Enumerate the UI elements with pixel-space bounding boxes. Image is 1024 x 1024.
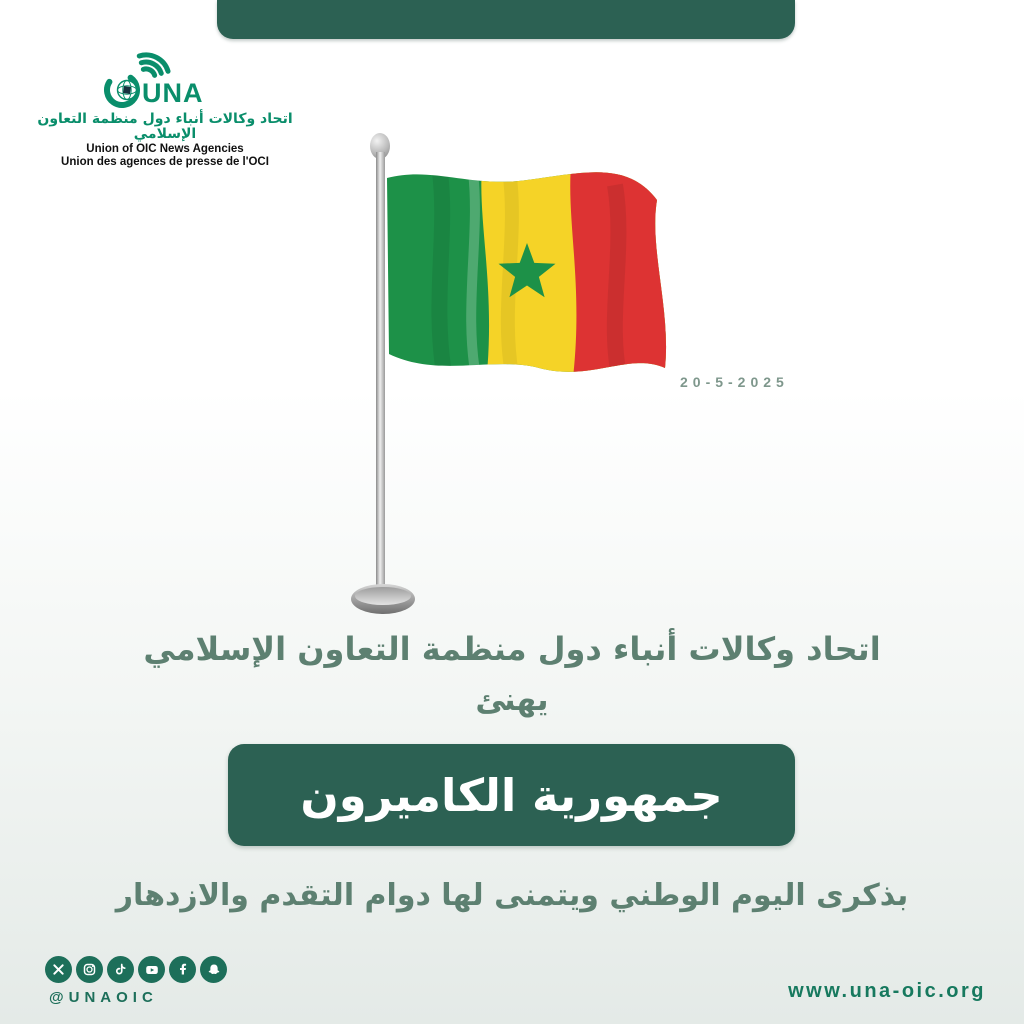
social-handle: @UNAOIC — [49, 989, 158, 1006]
message-line3: بذكرى اليوم الوطني ويتمنى لها دوام التقدم والازدهار — [115, 878, 909, 913]
social-icons-row — [45, 956, 227, 983]
social-instagram[interactable] — [76, 956, 103, 983]
una-wordmark: UNA — [142, 78, 204, 108]
facebook-icon — [175, 962, 190, 977]
website-link[interactable]: www.una-oic.org — [788, 980, 986, 1002]
date-label: 20-5-2025 — [680, 374, 789, 390]
youtube-icon — [144, 962, 160, 978]
instagram-icon — [82, 962, 97, 977]
x-icon — [51, 962, 66, 977]
country-name: جمهورية الكاميرون — [300, 768, 723, 822]
social-x[interactable] — [45, 956, 72, 983]
senegal-flag — [387, 170, 677, 388]
message-line1: اتحاد وكالات أنباء دول منظمة التعاون الإسلامي — [143, 630, 881, 668]
logo-french-name: Union des agences de presse de l'OCI — [61, 156, 269, 169]
una-logo-block — [30, 38, 300, 170]
message-line2: يهنئ — [475, 682, 549, 718]
flagpole-base — [351, 584, 415, 614]
flagpole — [376, 152, 385, 594]
logo-english-name: Union of OIC News Agencies — [86, 142, 244, 155]
signal-waves-icon — [135, 50, 172, 80]
una-logo-icon — [80, 38, 250, 110]
social-facebook[interactable] — [169, 956, 196, 983]
social-snapchat[interactable] — [200, 956, 227, 983]
top-banner-tab — [217, 0, 795, 39]
social-youtube[interactable] — [138, 956, 165, 983]
tiktok-icon — [113, 962, 128, 977]
snapchat-icon — [206, 962, 222, 978]
country-banner — [228, 744, 795, 846]
crescent-globe-icon — [101, 69, 143, 110]
social-tiktok[interactable] — [107, 956, 134, 983]
logo-arabic-calligraphy: اتحاد وكالات أنباء دول منظمة التعاون الإسلامي — [37, 111, 293, 143]
